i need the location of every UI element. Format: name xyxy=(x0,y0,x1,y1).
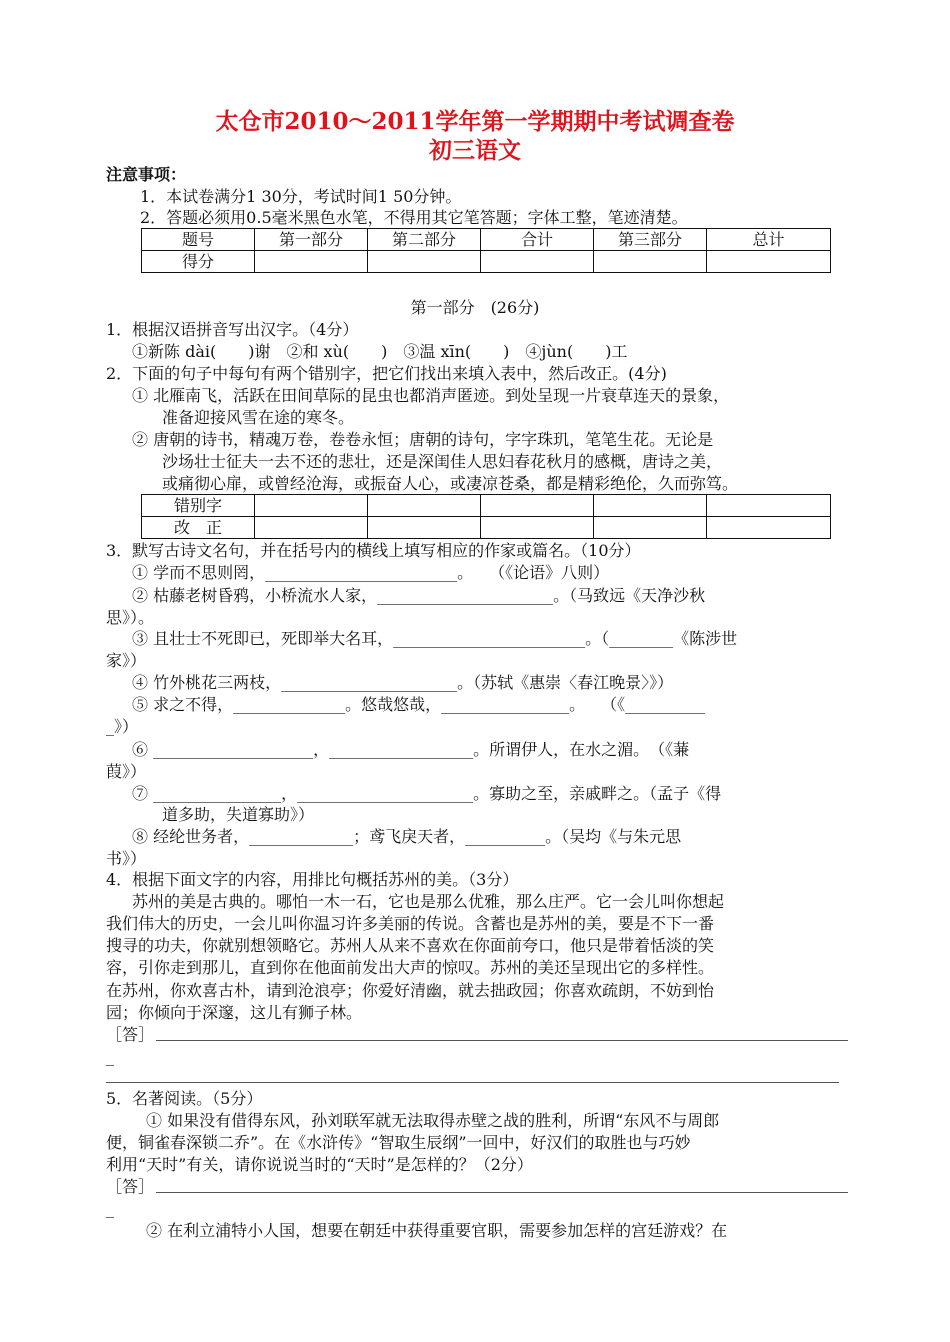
q3-line-7a[interactable]: ⑦ ________________，______________________。寡助之至，亲戚畔之。（孟子《得 xyxy=(132,784,722,803)
score-header-cell: 总计 xyxy=(707,229,831,251)
score-input-cell[interactable] xyxy=(481,251,594,273)
correction-cell[interactable] xyxy=(255,495,368,517)
score-header-cell: 第一部分 xyxy=(255,229,368,251)
q3-line-4[interactable]: ④ 竹外桃花三两枝，______________________。（苏轼《惠崇〈春江晚景〉》） xyxy=(132,673,674,692)
q3-line-2b: 思》）。 xyxy=(106,608,155,627)
q4-answer-line[interactable] xyxy=(156,1040,848,1041)
q3-stem: 3．默写古诗文名句，并在括号内的横线上填写相应的作家或篇名。（10分） xyxy=(106,541,641,560)
notice-item-1: 1．本试卷满分1 30分，考试时间1 50分钟。 xyxy=(140,187,462,206)
score-input-cell[interactable] xyxy=(255,251,368,273)
q5-sentence-1-line-2: 便，铜雀春深锁二乔”。在《水浒传》“智取生辰纲”一回中，好汉们的取胜也与巧妙 xyxy=(106,1133,691,1152)
exam-subtitle: 初三语文 xyxy=(429,137,521,164)
correction-cell[interactable] xyxy=(594,517,707,539)
score-header-cell: 题号 xyxy=(142,229,255,251)
exam-title: 太仓市2010～2011学年第一学期期中考试调查卷 xyxy=(215,108,735,135)
part1-heading: 第一部分 (26分) xyxy=(410,298,540,317)
q1-stem: 1．根据汉语拼音写出汉字。（4分） xyxy=(106,320,359,339)
q3-line-1[interactable]: ① 学而不思则罔，________________________。 （《论语》八则） xyxy=(132,563,610,582)
q5-sentence-1-line-1: ① 如果没有借得东风，孙刘联军就无法取得赤壁之战的胜利，所谓“东风不与周郎 xyxy=(146,1111,720,1130)
q5-stem: 5．名著阅读。（5分） xyxy=(106,1089,263,1108)
q4-answer-dash: _ xyxy=(106,1047,114,1066)
q2-sentence-2-line-3: 或痛彻心扉，或曾经沧海，或振奋人心，或凄凉苍桑，都是精彩绝伦，久而弥笃。 xyxy=(162,474,739,493)
score-table-score-row xyxy=(142,251,831,273)
score-table xyxy=(141,228,831,273)
q3-line-8a[interactable]: ⑧ 经纶世务者，_____________；鸢飞戾天者，__________。（吴均《与朱元思 xyxy=(132,827,682,846)
q4-passage-line-6: 园；你倾向于深邃，这儿有狮子林。 xyxy=(106,1003,363,1022)
q2-sentence-2-line-1: ② 唐朝的诗书，精魂万卷，卷卷永恒；唐朝的诗句，字字珠玑，笔笔生花。无论是 xyxy=(132,430,714,449)
q1-pinyin-line[interactable]: ①新陈 dài( )谢 ②和 xù( ) ③温 xīn( ) ④jùn( )工 xyxy=(132,342,628,361)
correction-table xyxy=(141,494,831,539)
q3-line-6a[interactable]: ⑥ ____________________，__________________。所谓伊人，在水之湄。 （《蒹 xyxy=(132,740,690,759)
correction-cell[interactable] xyxy=(481,495,594,517)
notice-item-2: 2．答题必须用0.5毫米黑色水笔，不得用其它笔答题；字体工整，笔迹清楚。 xyxy=(140,208,688,227)
q3-line-8b: 书》） xyxy=(106,849,147,868)
q2-sentence-2-line-2: 沙场壮士征夫一去不还的悲壮，还是深闺佳人思妇春花秋月的感概，唐诗之美， xyxy=(162,452,723,471)
q5-answer-line[interactable] xyxy=(156,1192,848,1193)
q3-line-3a[interactable]: ③ 且壮士不死即已，死即举大名耳，________________________。（________《陈涉世 xyxy=(132,629,738,648)
q4-answer-label: ［答］ xyxy=(106,1025,155,1044)
q4-passage-line-4: 容，引你走到那儿，直到你在他面前发出大声的惊叹。苏州的美还呈现出它的多样性。 xyxy=(106,958,715,977)
q4-passage-line-2: 我们伟大的历史，一会儿叫你温习许多美丽的传说。含蓄也是苏州的美，要是不下一番 xyxy=(106,914,715,933)
correction-cell[interactable] xyxy=(255,517,368,539)
q2-sentence-1-line-1: ① 北雁南飞，活跃在田间草际的昆虫也都消声匿迹。到处呈现一片衰草连天的景象， xyxy=(132,386,730,405)
q3-line-5a[interactable]: ⑤ 求之不得，______________。悠哉悠哉，________________。 （《__________ xyxy=(132,695,706,714)
q3-line-2a[interactable]: ② 枯藤老树昏鸦，小桥流水人家，______________________。（马致远《天净沙秋 xyxy=(132,586,706,605)
q5-answer-dash: _ xyxy=(106,1199,114,1218)
correction-cell[interactable] xyxy=(707,517,831,539)
score-label-cell: 得分 xyxy=(142,251,255,273)
score-input-cell[interactable] xyxy=(707,251,831,273)
correction-cell[interactable] xyxy=(594,495,707,517)
score-header-cell: 第三部分 xyxy=(594,229,707,251)
correction-cell[interactable] xyxy=(707,495,831,517)
correction-row-wrong xyxy=(142,495,831,517)
notice-heading: 注意事项： xyxy=(106,165,187,184)
score-input-cell[interactable] xyxy=(368,251,481,273)
correction-cell[interactable] xyxy=(481,517,594,539)
score-header-cell: 第二部分 xyxy=(368,229,481,251)
correction-row-fix xyxy=(142,517,831,539)
q5-answer-label: ［答］ xyxy=(106,1177,155,1196)
score-header-cell: 合计 xyxy=(481,229,594,251)
q4-passage-line-5: 在苏州，你欢喜古朴，请到沧浪亭；你爱好清幽，就去拙政园；你喜欢疏朗，不妨到怡 xyxy=(106,981,715,1000)
q3-line-5b: _》） xyxy=(106,717,139,736)
q5-sentence-2-line-1: ② 在利立浦特小人国，想要在朝廷中获得重要官职，需要参加怎样的宫廷游戏？在 xyxy=(146,1221,728,1240)
q5-sentence-1-line-3: 利用“天时”有关，请你说说当时的“天时”是怎样的？（2分） xyxy=(106,1155,533,1174)
correction-cell[interactable] xyxy=(368,495,481,517)
q4-answer-line-2[interactable] xyxy=(106,1082,839,1083)
q4-passage-line-1: 苏州的美是古典的。哪怕一木一石，它也是那么优雅，那么庄严。它一会儿叫你想起 xyxy=(132,892,725,911)
q4-passage-line-3: 搜寻的功夫，你就别想领略它。苏州人从来不喜欢在你面前夸口，他只是带着恬淡的笑 xyxy=(106,936,715,955)
correction-label-wrong: 错别字 xyxy=(142,495,255,517)
q2-stem: 2．下面的句子中每句有两个错别字，把它们找出来填入表中，然后改正。(4分) xyxy=(106,364,667,383)
score-input-cell[interactable] xyxy=(594,251,707,273)
correction-label-fix: 改 正 xyxy=(142,517,255,539)
q3-line-7b: 道多助，失道寡助》） xyxy=(162,805,315,824)
correction-cell[interactable] xyxy=(368,517,481,539)
score-table-header-row xyxy=(142,229,831,251)
q2-sentence-1-line-2: 准备迎接风雪在途的寒冬。 xyxy=(162,408,355,427)
q3-line-3b: 家》） xyxy=(106,651,147,670)
q4-stem: 4．根据下面文字的内容，用排比句概括苏州的美。（3分） xyxy=(106,870,519,889)
q3-line-6b: 葭》） xyxy=(106,762,147,781)
